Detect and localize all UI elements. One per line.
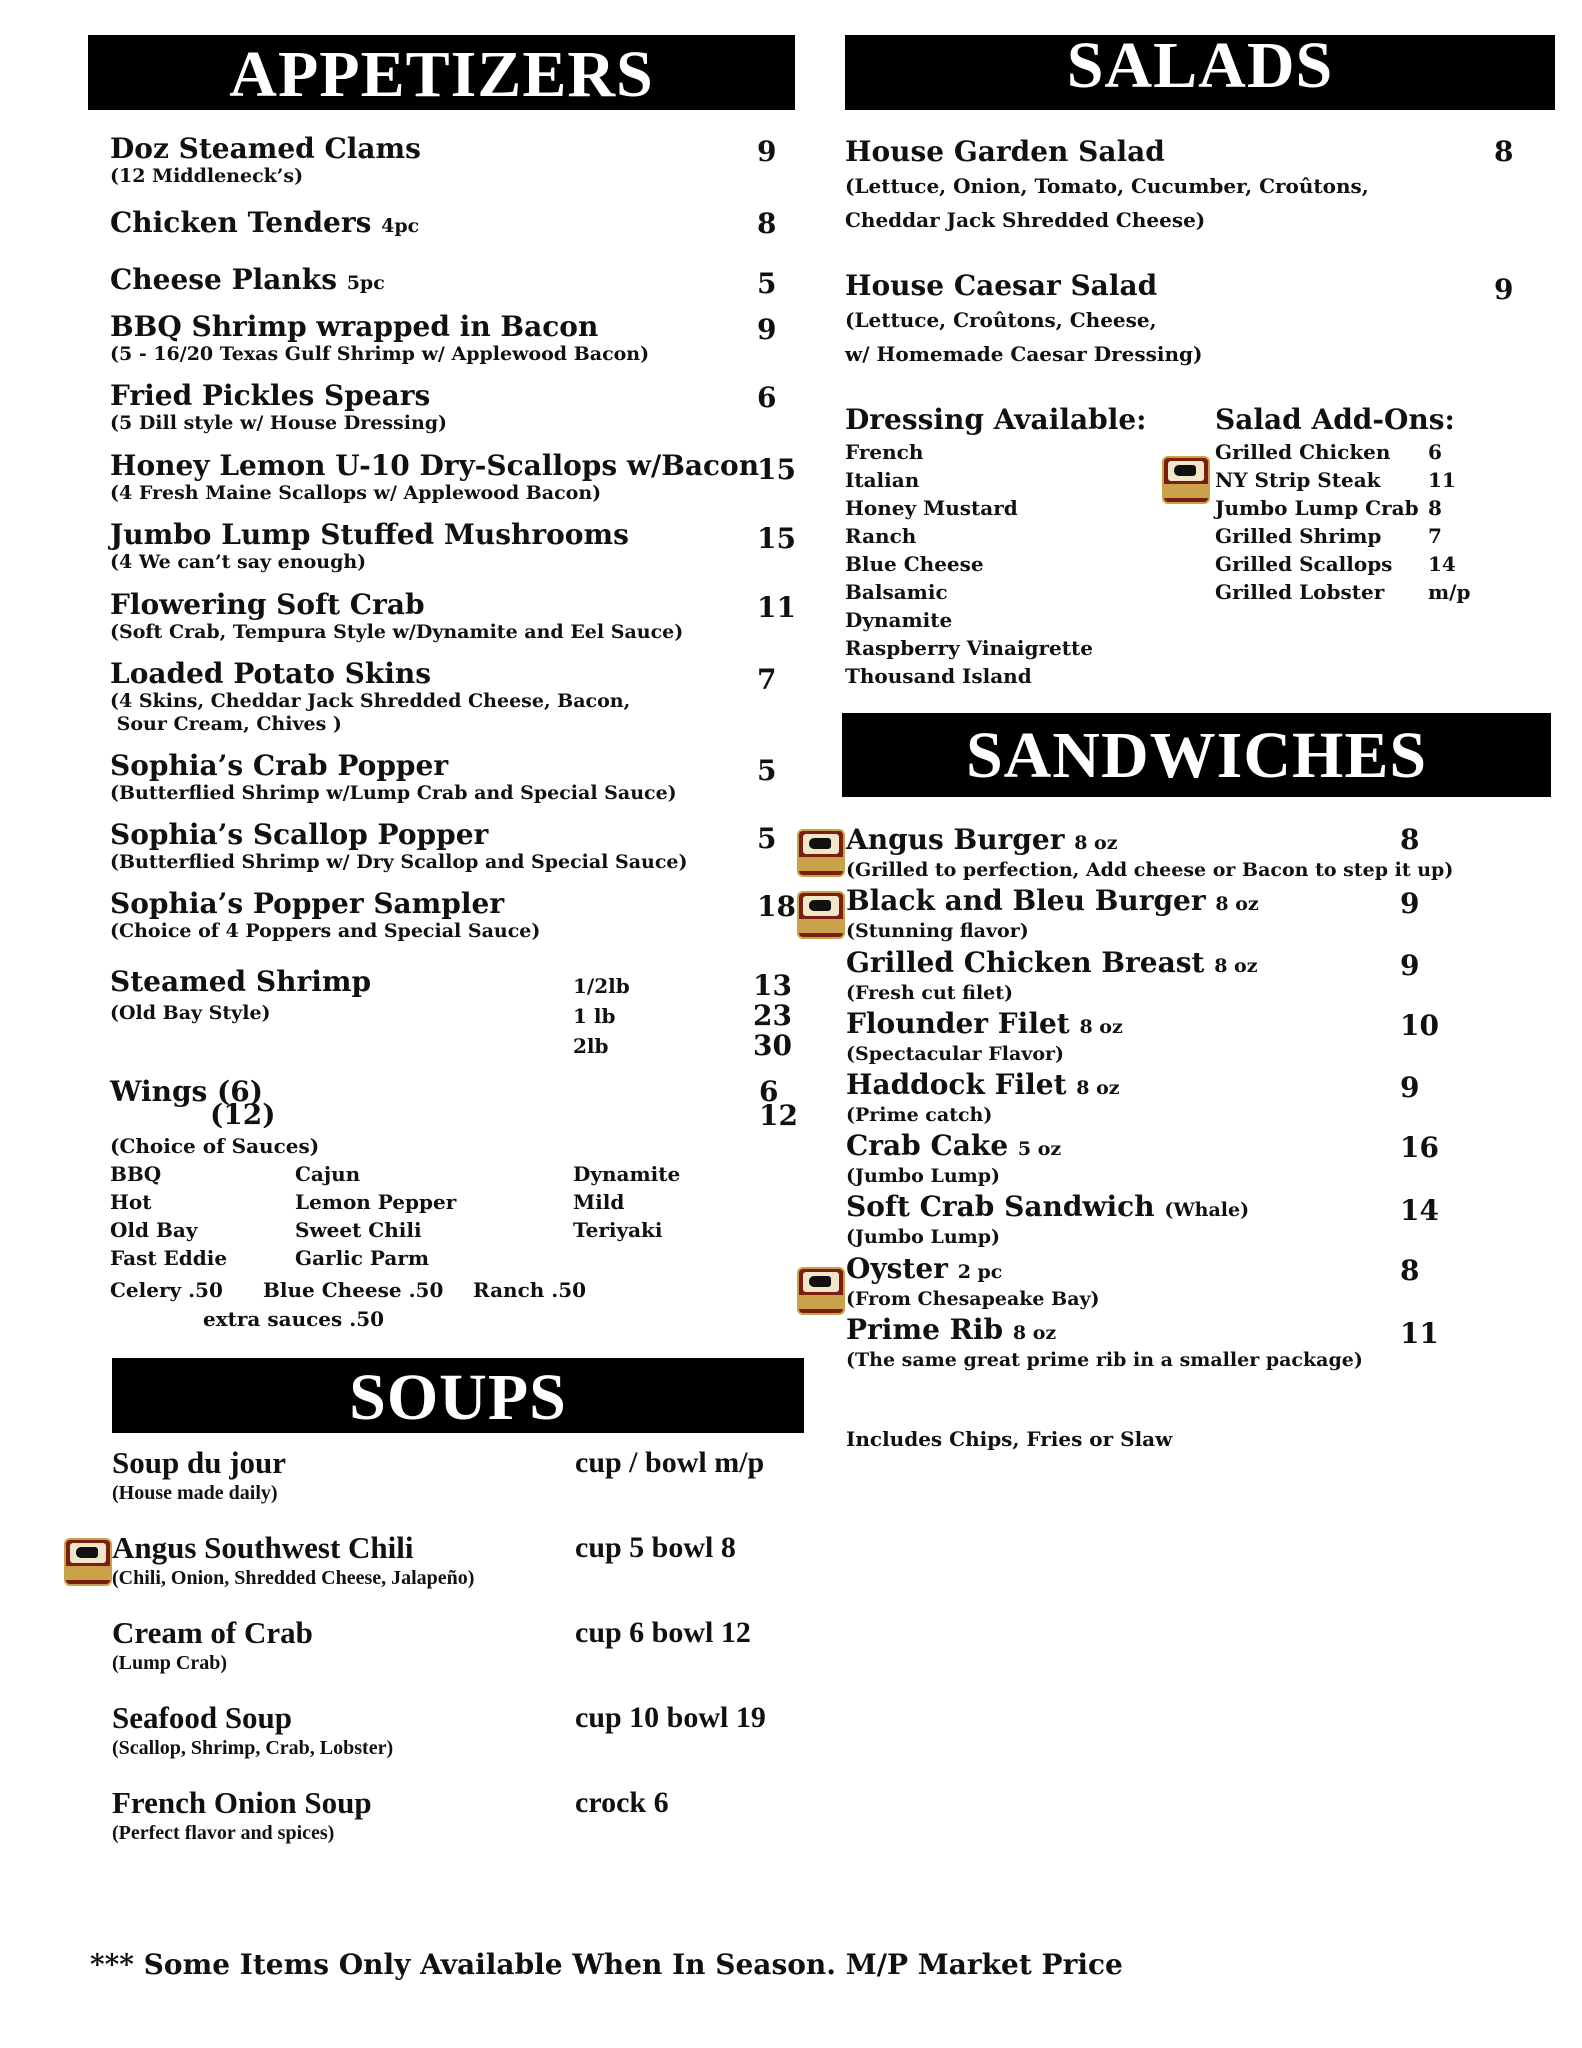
addon-price: 11 xyxy=(1428,468,1456,492)
salads-title: SALADS xyxy=(1066,29,1334,102)
menu-item xyxy=(110,658,630,736)
item-desc-2: Sour Cream, Chives ) xyxy=(110,713,342,735)
item-size: 8 oz xyxy=(1215,893,1259,915)
item-size: 5 oz xyxy=(1017,1138,1062,1160)
item-price: 9 xyxy=(757,135,777,168)
item-price: 11 xyxy=(1400,1317,1439,1350)
item-name: Haddock Filet xyxy=(846,1068,1067,1101)
dressing-list xyxy=(845,438,1093,690)
extra-celery: Celery .50 xyxy=(110,1278,223,1302)
item-name: Chicken Tenders xyxy=(110,206,372,239)
sauce-item: Old Bay xyxy=(110,1218,198,1242)
menu-item xyxy=(110,450,759,505)
item-size: 4pc xyxy=(381,215,420,237)
certified-angus-beef-badge xyxy=(797,829,845,877)
soup-name: French Onion Soup xyxy=(112,1785,372,1820)
addon-price: 14 xyxy=(1428,552,1456,576)
shrimp-size: 2lb xyxy=(573,1034,609,1058)
wings-price: 6 xyxy=(759,1075,779,1108)
sandwich-item xyxy=(846,1130,1061,1188)
salad-item xyxy=(845,136,1369,234)
dressing-item: Balsamic xyxy=(845,580,948,604)
soup-desc: (Scallop, Shrimp, Crab, Lobster) xyxy=(112,1737,394,1759)
soup-price: crock 6 xyxy=(575,1786,669,1819)
item-name: Angus Burger xyxy=(846,823,1065,856)
item-desc: (4 Fresh Maine Scallops w/ Applewood Bacon) xyxy=(110,482,602,504)
certified-angus-beef-badge xyxy=(797,1267,845,1315)
item-price: 9 xyxy=(1400,1071,1420,1104)
item-price: 9 xyxy=(757,313,777,346)
soup-price: cup / bowl m/p xyxy=(575,1446,765,1479)
item-desc: (Butterflied Shrimp w/ Dry Scallop and Special Sauce) xyxy=(110,851,688,873)
menu-item xyxy=(110,519,629,574)
item-name: Sophia’s Popper Sampler xyxy=(110,887,505,920)
item-size: (Whale) xyxy=(1164,1199,1250,1221)
item-name: Black and Bleu Burger xyxy=(846,884,1206,917)
item-name: Fried Pickles Spears xyxy=(110,379,431,412)
sandwich-note: Includes Chips, Fries or Slaw xyxy=(846,1427,1173,1451)
addon-price: 8 xyxy=(1428,496,1442,520)
appetizers-header xyxy=(88,35,795,110)
item-size: 8 oz xyxy=(1079,1016,1123,1038)
item-desc: (Soft Crab, Tempura Style w/Dynamite and Eel Sauce) xyxy=(110,621,684,643)
extra-blue-cheese: Blue Cheese .50 xyxy=(263,1278,444,1302)
dressing-item: French xyxy=(845,440,924,464)
item-size: 8 oz xyxy=(1074,832,1118,854)
soup-name: Seafood Soup xyxy=(112,1700,293,1735)
item-name: Soft Crab Sandwich xyxy=(846,1190,1155,1223)
soup-name: Angus Southwest Chili xyxy=(112,1530,414,1565)
item-desc: (Lettuce, Onion, Tomato, Cucumber, Croûtons, xyxy=(845,174,1369,198)
item-price: 5 xyxy=(757,267,777,300)
item-name: Sophia’s Scallop Popper xyxy=(110,818,489,851)
shrimp-size: 1 lb xyxy=(573,1004,616,1028)
shrimp-price: 23 xyxy=(753,999,792,1032)
item-price: 15 xyxy=(757,453,796,486)
sauce-column-2 xyxy=(295,1160,456,1272)
addon-price: m/p xyxy=(1428,580,1471,604)
sandwich-item xyxy=(846,1314,1363,1372)
item-price: 8 xyxy=(757,207,777,240)
item-name: House Caesar Salad xyxy=(845,269,1158,302)
item-name: Jumbo Lump Stuffed Mushrooms xyxy=(110,518,629,551)
sandwich-item xyxy=(846,1191,1249,1249)
menu-item xyxy=(110,819,688,874)
item-size: 8 oz xyxy=(1214,955,1258,977)
dressing-item: Blue Cheese xyxy=(845,552,984,576)
item-price: 18 xyxy=(757,890,796,923)
dressing-item: Raspberry Vinaigrette xyxy=(845,636,1093,660)
item-price: 15 xyxy=(757,522,796,555)
wings-price-2: 12 xyxy=(759,1099,798,1132)
dressing-item: Thousand Island xyxy=(845,664,1032,688)
addon-list xyxy=(1215,438,1419,606)
item-name: Loaded Potato Skins xyxy=(110,657,432,690)
soups-title: SOUPS xyxy=(349,1361,567,1434)
item-name: Crab Cake xyxy=(846,1129,1009,1162)
item-size: 8 oz xyxy=(1012,1322,1057,1344)
item-name: Flounder Filet xyxy=(846,1007,1070,1040)
soup-price: cup 5 bowl 8 xyxy=(575,1531,736,1564)
soup-price: cup 6 bowl 12 xyxy=(575,1616,751,1649)
item-desc: (5 - 16/20 Texas Gulf Shrimp w/ Applewood Bacon) xyxy=(110,343,650,365)
item-desc: (From Chesapeake Bay) xyxy=(846,1288,1100,1310)
addon-name: Grilled Chicken xyxy=(1215,440,1391,464)
item-price: 10 xyxy=(1400,1009,1439,1042)
item-desc-2: Cheddar Jack Shredded Cheese) xyxy=(845,208,1206,232)
appetizers-title: APPETIZERS xyxy=(229,38,654,111)
item-desc: (Stunning flavor) xyxy=(846,920,1029,942)
item-name: Prime Rib xyxy=(846,1313,1004,1346)
item-desc: (Jumbo Lump) xyxy=(846,1165,1001,1187)
addon-name: Grilled Scallops xyxy=(1215,552,1393,576)
sandwiches-title: SANDWICHES xyxy=(965,719,1428,792)
addons-title: Salad Add-Ons: xyxy=(1215,403,1455,436)
item-price: 16 xyxy=(1400,1131,1439,1164)
addon-name: Grilled Lobster xyxy=(1215,580,1385,604)
sauce-column-1 xyxy=(110,1160,227,1272)
soup-item xyxy=(112,1786,372,1845)
menu-item xyxy=(110,207,419,242)
sauce-item: Hot xyxy=(110,1190,152,1214)
item-name: Grilled Chicken Breast xyxy=(846,946,1205,979)
item-name: BBQ Shrimp wrapped in Bacon xyxy=(110,310,599,343)
soup-desc: (House made daily) xyxy=(112,1482,278,1504)
menu-item xyxy=(110,750,677,805)
footer-note: *** Some Items Only Available When In Season. M/P Market Price xyxy=(90,1948,1123,1981)
sandwiches-header xyxy=(842,713,1551,797)
sauce-item: Cajun xyxy=(295,1162,361,1186)
salad-item xyxy=(845,270,1202,368)
item-price: 14 xyxy=(1400,1194,1439,1227)
shrimp-price: 13 xyxy=(753,969,792,1002)
soup-item xyxy=(112,1616,313,1675)
addon-name: Grilled Shrimp xyxy=(1215,524,1382,548)
item-price: 5 xyxy=(757,754,777,787)
item-price: 8 xyxy=(1400,823,1420,856)
item-price: 11 xyxy=(757,591,796,624)
dressing-item: Ranch xyxy=(845,524,917,548)
item-price: 8 xyxy=(1494,135,1514,168)
addon-prices xyxy=(1428,438,1504,606)
item-price: 5 xyxy=(757,822,777,855)
addon-name: Jumbo Lump Crab xyxy=(1215,496,1419,520)
soup-desc: (Chili, Onion, Shredded Cheese, Jalapeño) xyxy=(112,1567,475,1589)
soup-item xyxy=(112,1531,474,1590)
addon-price: 6 xyxy=(1428,440,1442,464)
sandwich-item xyxy=(846,885,1259,943)
item-size: 8 oz xyxy=(1076,1077,1120,1099)
item-desc: (Jumbo Lump) xyxy=(846,1226,1001,1248)
wings-name: Wings (6) xyxy=(110,1075,264,1108)
menu-item xyxy=(110,380,447,435)
sauce-item: Lemon Pepper xyxy=(295,1190,457,1214)
soup-price: cup 10 bowl 19 xyxy=(575,1701,766,1734)
soups-header xyxy=(112,1358,804,1433)
item-desc: (Lettuce, Croûtons, Cheese, xyxy=(845,308,1157,332)
item-name: Steamed Shrimp xyxy=(110,965,372,998)
certified-angus-beef-badge xyxy=(1162,456,1210,504)
item-name: Sophia’s Crab Popper xyxy=(110,749,449,782)
item-name: Oyster xyxy=(846,1252,948,1285)
shrimp-price: 30 xyxy=(753,1029,792,1062)
item-price: 6 xyxy=(757,381,777,414)
sandwich-item xyxy=(846,1008,1123,1066)
menu-item xyxy=(110,133,421,188)
steamed-shrimp xyxy=(110,966,371,1025)
certified-angus-beef-badge xyxy=(64,1538,112,1586)
item-desc: (Prime catch) xyxy=(846,1104,993,1126)
item-name: Cheese Planks xyxy=(110,263,337,296)
item-price: 9 xyxy=(1400,949,1420,982)
soup-desc: (Perfect flavor and spices) xyxy=(112,1822,335,1844)
extra-sauces: extra sauces .50 xyxy=(203,1307,385,1331)
sauce-item: Teriyaki xyxy=(573,1218,663,1242)
menu-item xyxy=(110,311,649,366)
sauce-item: Fast Eddie xyxy=(110,1246,228,1270)
sandwich-item xyxy=(846,1253,1100,1311)
soup-item xyxy=(112,1446,286,1505)
item-size: 2 pc xyxy=(957,1261,1003,1283)
item-name: House Garden Salad xyxy=(845,135,1165,168)
item-desc: (4 We can’t say enough) xyxy=(110,551,367,573)
salads-header xyxy=(845,29,1555,110)
soup-item xyxy=(112,1701,393,1760)
soup-name: Cream of Crab xyxy=(112,1615,313,1650)
sauce-item: Dynamite xyxy=(573,1162,681,1186)
item-desc: (The same great prime rib in a smaller package) xyxy=(846,1349,1363,1371)
sauce-item: Garlic Parm xyxy=(295,1246,430,1270)
sandwich-item xyxy=(846,824,1453,882)
item-desc: (Choice of 4 Poppers and Special Sauce) xyxy=(110,920,541,942)
soup-desc: (Lump Crab) xyxy=(112,1652,228,1674)
soup-name: Soup du jour xyxy=(112,1445,287,1480)
item-price: 7 xyxy=(757,663,777,696)
sauce-item: Mild xyxy=(573,1190,625,1214)
sauce-item: Sweet Chili xyxy=(295,1218,422,1242)
item-desc: (Grilled to perfection, Add cheese or Bacon to step it up) xyxy=(846,859,1454,881)
dressing-title: Dressing Available: xyxy=(845,403,1147,436)
item-desc: (Old Bay Style) xyxy=(110,1002,271,1024)
menu-item xyxy=(110,888,540,943)
dressing-item: Italian xyxy=(845,468,920,492)
item-price: 9 xyxy=(1400,887,1420,920)
certified-angus-beef-badge xyxy=(797,891,845,939)
item-desc: (Fresh cut filet) xyxy=(846,982,1014,1004)
addon-price: 7 xyxy=(1428,524,1442,548)
sauces-label: (Choice of Sauces) xyxy=(110,1134,320,1158)
item-name: Flowering Soft Crab xyxy=(110,588,425,621)
dressing-item: Dynamite xyxy=(845,608,953,632)
menu-item xyxy=(110,264,385,299)
shrimp-size: 1/2lb xyxy=(573,974,630,998)
sandwich-item xyxy=(846,947,1258,1005)
addon-name: NY Strip Steak xyxy=(1215,468,1381,492)
item-desc: (5 Dill style w/ House Dressing) xyxy=(110,412,448,434)
sauce-item: BBQ xyxy=(110,1162,162,1186)
item-desc: (4 Skins, Cheddar Jack Shredded Cheese, Bacon, xyxy=(110,690,631,712)
item-name: Honey Lemon U-10 Dry-Scallops w/Bacon xyxy=(110,449,760,482)
item-desc: (Butterflied Shrimp w/Lump Crab and Special Sauce) xyxy=(110,782,677,804)
sauce-column-3 xyxy=(573,1160,680,1244)
item-desc: (Spectacular Flavor) xyxy=(846,1043,1065,1065)
item-desc: (12 Middleneck’s) xyxy=(110,165,304,187)
item-desc-2: w/ Homemade Caesar Dressing) xyxy=(845,342,1203,366)
sandwich-item xyxy=(846,1069,1120,1127)
dressing-item: Honey Mustard xyxy=(845,496,1018,520)
wings-name-2: (12) xyxy=(210,1098,276,1131)
item-size: 5pc xyxy=(346,272,385,294)
item-price: 9 xyxy=(1494,273,1514,306)
extra-ranch: Ranch .50 xyxy=(473,1278,587,1302)
item-name: Doz Steamed Clams xyxy=(110,132,421,165)
menu-item xyxy=(110,589,683,644)
item-price: 8 xyxy=(1400,1254,1420,1287)
